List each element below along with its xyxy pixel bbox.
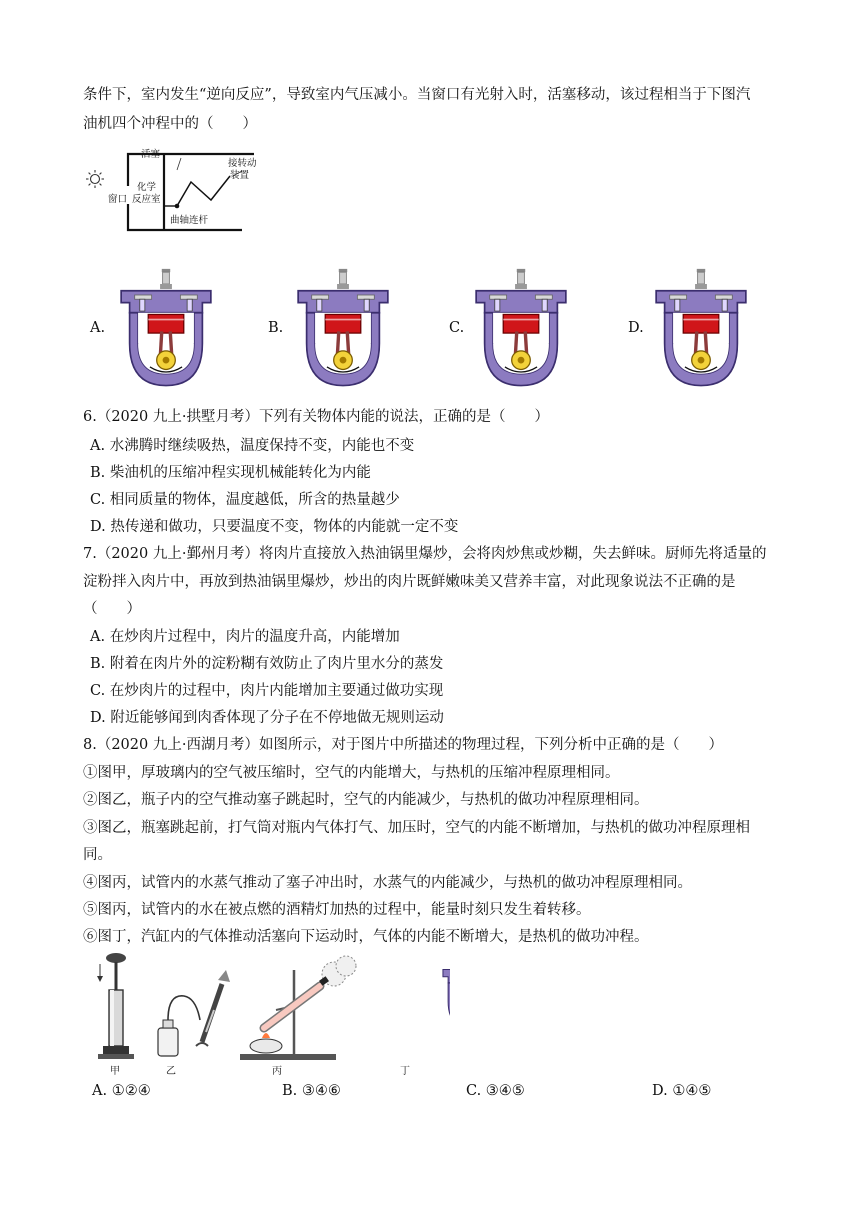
q5-options-row [0, 260, 860, 400]
q6-option-a: A. 水沸腾时继续吸热，温度保持不变，内能也不变 [90, 438, 415, 454]
q8-item-3: ③图乙，瓶塞跳起前，打气筒对瓶内气体打气、加压时，空气的内能不断增加，与热机的做功冲程原理相 [83, 820, 750, 836]
q8-options-row [0, 1083, 860, 1105]
q8-option-b: B. ③④⑥ [282, 1083, 341, 1099]
q5-option-b-label: B. [268, 320, 284, 336]
q8-item-3-cont: 同。 [83, 847, 112, 863]
q5-option-a-label: A. [90, 320, 106, 336]
q7-option-d: D. 附近能够闻到肉香体现了分子在不停地做无规则运动 [90, 710, 444, 726]
q8-option-d: D. ①④⑤ [652, 1083, 712, 1099]
q8-item-2: ②图乙，瓶子内的空气推动塞子跳起时，空气的内能减少，与热机的做功冲程原理相同。 [83, 792, 649, 808]
figure-yi-bottle-pump [158, 970, 230, 1056]
sun-icon [86, 170, 104, 188]
q6-option-d: D. 热传递和做功，只要温度不变，物体的内能就一定不变 [90, 519, 459, 535]
q7-option-a: A. 在炒肉片过程中，肉片的温度升高，内能增加 [90, 629, 400, 645]
q5-option-b-engine-figure [288, 260, 398, 396]
q5-option-c-engine-figure [466, 260, 576, 396]
q5-stem-line1: 条件下，室内发生“逆向反应”，导致室内气压减小。当窗口有光射入时，活塞移动，该过程相当于下图汽 [83, 87, 751, 103]
q7-option-b: B. 附着在肉片外的淀粉糊有效防止了肉片里水分的蒸发 [90, 656, 444, 672]
q5-option-d-label: D. [628, 320, 644, 336]
window-label: 窗口 [108, 194, 128, 205]
piston-label: 活塞 [141, 149, 161, 160]
q8-item-6: ⑥图丁，汽缸内的气体推动活塞向下运动时，气体的内能不断增大，是热机的做功冲程。 [83, 929, 649, 945]
figure-label-bing: 丙 [272, 1066, 282, 1075]
device-label-2: 装置 [230, 170, 250, 181]
figure-bing-test-tube-heating [240, 956, 356, 1060]
q8-item-1: ①图甲，厚玻璃内的空气被压缩时，空气的内能增大，与热机的压缩冲程原理相同。 [83, 765, 620, 781]
linkage-label: 曲轴连杆 [170, 215, 209, 226]
figure-label-yi: 乙 [166, 1066, 176, 1075]
q8-item-4: ④图丙，试管内的水蒸气推动了塞子冲出时，水蒸气的内能减少，与热机的做功冲程原理相同。 [83, 875, 692, 891]
q8-item-5: ⑤图丙，试管内的水在被点燃的酒精灯加热的过程中，能量时刻只发生着转移。 [83, 902, 591, 918]
q5-option-d-engine-figure [646, 260, 756, 396]
q5-reaction-chamber-figure [84, 146, 274, 236]
q7-stem-line1: 7.（2020 九上·鄞州月考）将肉片直接放入热油锅里爆炒，会将肉炒焦或炒糊，失去鲜味。厨师先将适量的 [83, 546, 767, 562]
q6-stem: 6.（2020 九上·拱墅月考）下列有关物体内能的说法，正确的是（ ） [83, 409, 549, 425]
q6-option-b: B. 柴油机的压缩冲程实现机械能转化为内能 [90, 465, 371, 481]
chamber-label-1: 化学 [137, 182, 157, 193]
q8-figures [90, 950, 450, 1075]
chamber-label-2: 反应室 [132, 194, 161, 205]
q7-stem-line2: 淀粉拌入肉片中，再放到热油锅里爆炒，炒出的肉片既鲜嫩味美又营养丰富，对此现象说法不正确的是 [83, 574, 736, 590]
figure-ding-engine [443, 956, 450, 1027]
q7-stem-line3: （ ） [83, 601, 141, 617]
device-label-1: 接转动 [228, 158, 257, 169]
q8-option-c: C. ③④⑤ [466, 1083, 525, 1099]
figure-label-ding: 丁 [400, 1066, 410, 1075]
figure-jia-compression-tube [97, 953, 134, 1059]
figure-label-jia: 甲 [110, 1066, 120, 1075]
q7-option-c: C. 在炒肉片的过程中，肉片内能增加主要通过做功实现 [90, 683, 444, 699]
q8-stem: 8.（2020 九上·西湖月考）如图所示，对于图片中所描述的物理过程，下列分析中正确的是（ ） [83, 737, 723, 753]
q6-option-c: C. 相同质量的物体，温度越低，所含的热量越少 [90, 492, 400, 508]
q5-stem-line2: 油机四个冲程中的（ ） [83, 116, 257, 132]
q5-option-c-label: C. [449, 320, 465, 336]
q8-option-a: A. ①②④ [92, 1083, 151, 1099]
q5-option-a-engine-figure [111, 260, 221, 396]
